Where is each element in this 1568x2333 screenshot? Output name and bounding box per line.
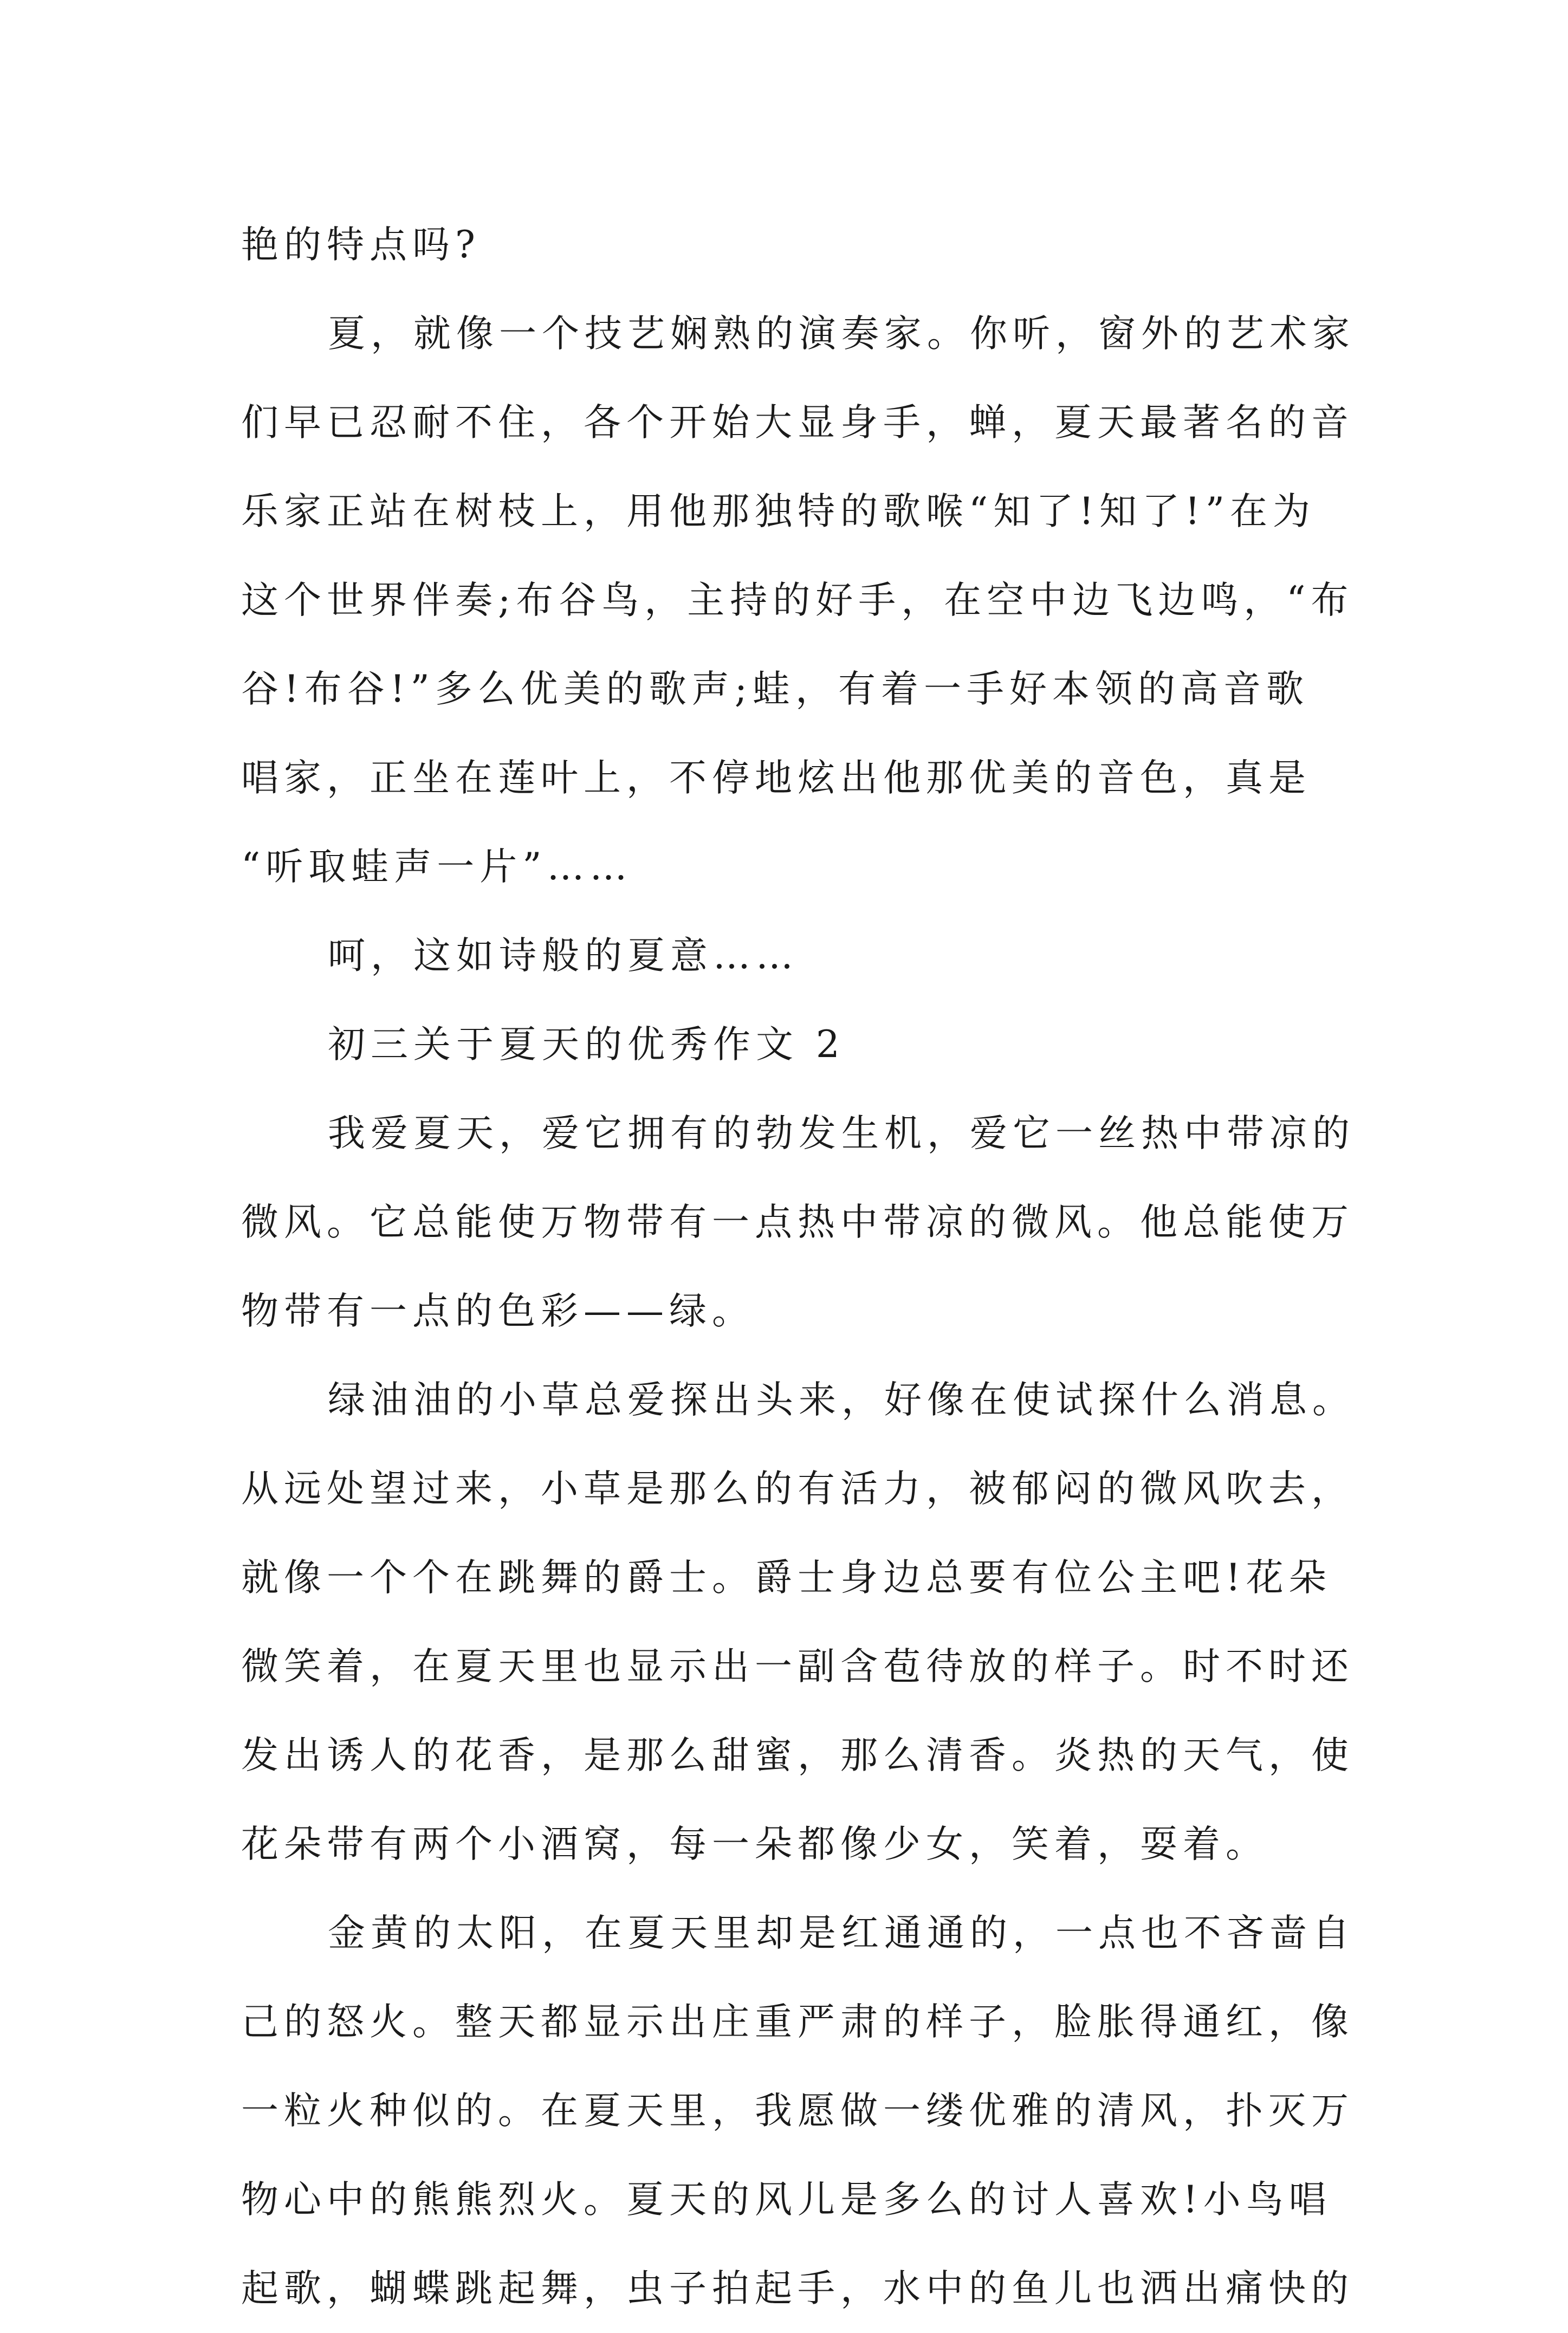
text-line: 呵，这如诗般的夏意…… [328, 934, 799, 977]
text-line: 初三关于夏天的优秀作文 2 [328, 1023, 845, 1066]
text-line: 唱家，正坐在莲叶上，不停地炫出他那优美的音色，真是 [241, 756, 1311, 800]
text-line: 起歌，蝴蝶跳起舞，虫子拍起手，水中的鱼儿也洒出痛快的 [241, 2267, 1354, 2310]
text-line: 就像一个个在跳舞的爵士。爵士身边总要有位公主吧!花朵 [241, 1556, 1332, 1599]
text-line: 们早已忍耐不住，各个开始大显身手，蝉，夏天最著名的音 [241, 401, 1354, 444]
text-line: 乐家正站在树枝上，用他那独特的歌喉“知了!知了!”在为 [241, 490, 1316, 533]
text-line: 谷!布谷!”多么优美的歌声;蛙，有着一手好本领的高音歌 [241, 668, 1309, 711]
text-line: 花朵带有两个小酒窝，每一朵都像少女，笑着，耍着。 [241, 1823, 1268, 1866]
text-line: 我爱夏天，爱它拥有的勃发生机，爱它一丝热中带凉的 [328, 1112, 1355, 1155]
text-line: 一粒火种似的。在夏天里，我愿做一缕优雅的清风，扑灭万 [241, 2089, 1354, 2133]
text-line: 微笑着，在夏天里也显示出一副含苞待放的样子。时不时还 [241, 1645, 1354, 1688]
text-line: 己的怒火。整天都显示出庄重严肃的样子，脸胀得通红，像 [241, 2000, 1354, 2044]
text-line: 夏，就像一个技艺娴熟的演奏家。你听，窗外的艺术家 [328, 312, 1355, 355]
document-body [241, 200, 1373, 2333]
text-line: “听取蛙声一片”…… [241, 845, 633, 889]
text-line: 绿油油的小草总爱探出头来，好像在使试探什么消息。 [328, 1378, 1355, 1422]
text-line: 从远处望过来，小草是那么的有活力，被郁闷的微风吹去， [241, 1467, 1354, 1511]
text-line: 微风。它总能使万物带有一点热中带凉的微风。他总能使万 [241, 1201, 1354, 1244]
text-line: 物心中的熊熊烈火。夏天的风儿是多么的讨人喜欢!小鸟唱 [241, 2178, 1332, 2221]
text-line: 物带有一点的色彩——绿。 [241, 1289, 755, 1333]
text-line: 这个世界伴奏;布谷鸟，主持的好手，在空中边飞边鸣，“布 [241, 579, 1354, 622]
text-line: 艳的特点吗? [241, 223, 481, 267]
text-line: 发出诱人的花香，是那么甜蜜，那么清香。炎热的天气，使 [241, 1734, 1354, 1777]
text-line: 金黄的太阳，在夏天里却是红通通的，一点也不吝啬自 [328, 1911, 1355, 1955]
